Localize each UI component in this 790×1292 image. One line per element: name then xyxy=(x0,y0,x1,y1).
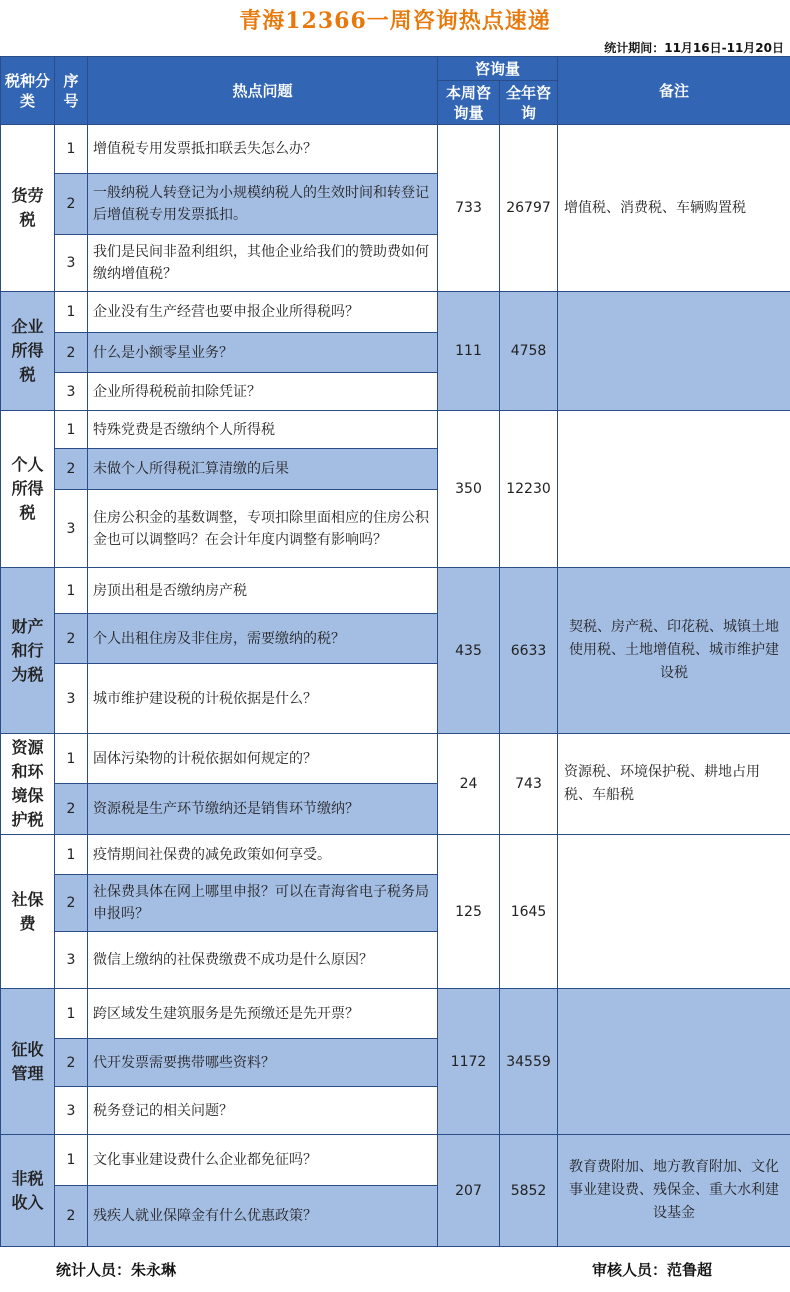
week-count-cell: 125 xyxy=(438,835,500,989)
note-cell: 契税、房产税、印花税、城镇土地使用税、土地增值税、城市维护建设税 xyxy=(558,568,790,734)
year-count-cell: 1645 xyxy=(500,835,558,989)
hotspot-table xyxy=(0,56,790,1247)
category-cell: 非税收入 xyxy=(1,1135,55,1247)
seq-cell: 2 xyxy=(55,174,88,235)
table-row xyxy=(1,989,790,1039)
header-category: 税种分类 xyxy=(1,57,55,125)
seq-cell: 2 xyxy=(55,1039,88,1087)
header-year: 全年咨询 xyxy=(500,81,558,125)
footer-statistician: 统计人员：朱永琳 xyxy=(56,1261,177,1279)
seq-cell: 3 xyxy=(55,373,88,411)
note-cell xyxy=(558,835,790,989)
year-count-cell: 4758 xyxy=(500,292,558,411)
category-cell: 财产和行为税 xyxy=(1,568,55,734)
seq-cell: 1 xyxy=(55,125,88,174)
seq-cell: 2 xyxy=(55,784,88,835)
table-row xyxy=(1,835,790,875)
seq-cell: 2 xyxy=(55,449,88,490)
question-cell: 什么是小额零星业务？ xyxy=(88,333,438,373)
header-seq: 序号 xyxy=(55,57,88,125)
question-cell: 我们是民间非盈利组织，其他企业给我们的赞助费如何缴纳增值税？ xyxy=(88,235,438,292)
note-cell xyxy=(558,989,790,1135)
table-row xyxy=(1,568,790,614)
category-cell: 企业所得税 xyxy=(1,292,55,411)
question-cell: 文化事业建设费什么企业都免征吗？ xyxy=(88,1135,438,1186)
seq-cell: 3 xyxy=(55,490,88,568)
seq-cell: 1 xyxy=(55,292,88,333)
seq-cell: 1 xyxy=(55,568,88,614)
question-cell: 资源税是生产环节缴纳还是销售环节缴纳？ xyxy=(88,784,438,835)
question-cell: 税务登记的相关问题？ xyxy=(88,1087,438,1135)
table-body xyxy=(1,125,790,1247)
header-week: 本周咨询量 xyxy=(438,81,500,125)
week-count-cell: 733 xyxy=(438,125,500,292)
seq-cell: 1 xyxy=(55,835,88,875)
week-count-cell: 24 xyxy=(438,734,500,835)
week-count-cell: 435 xyxy=(438,568,500,734)
question-cell: 房顶出租是否缴纳房产税 xyxy=(88,568,438,614)
week-count-cell: 1172 xyxy=(438,989,500,1135)
header-question: 热点问题 xyxy=(88,57,438,125)
year-count-cell: 6633 xyxy=(500,568,558,734)
table-row xyxy=(1,411,790,449)
page-title: 青海12366一周咨询热点速递 xyxy=(239,8,551,34)
seq-cell: 2 xyxy=(55,614,88,664)
table-row xyxy=(1,125,790,174)
question-cell: 特殊党费是否缴纳个人所得税 xyxy=(88,411,438,449)
note-cell xyxy=(558,292,790,411)
question-cell: 社保费具体在网上哪里申报？可以在青海省电子税务局申报吗？ xyxy=(88,875,438,932)
question-cell: 住房公积金的基数调整，专项扣除里面相应的住房公积金也可以调整吗？在会计年度内调整有影响吗？ xyxy=(88,490,438,568)
header-volume: 咨询量 xyxy=(438,57,558,81)
question-cell: 残疾人就业保障金有什么优惠政策？ xyxy=(88,1186,438,1247)
note-cell: 教育费附加、地方教育附加、文化事业建设费、残保金、重大水利建设基金 xyxy=(558,1135,790,1247)
seq-cell: 1 xyxy=(55,411,88,449)
year-count-cell: 5852 xyxy=(500,1135,558,1247)
note-cell: 增值税、消费税、车辆购置税 xyxy=(558,125,790,292)
category-cell: 征收管理 xyxy=(1,989,55,1135)
category-cell: 货劳税 xyxy=(1,125,55,292)
question-cell: 个人出租住房及非住房，需要缴纳的税？ xyxy=(88,614,438,664)
category-cell: 资源和环境保护税 xyxy=(1,734,55,835)
table-row xyxy=(1,1135,790,1186)
question-cell: 跨区域发生建筑服务是先预缴还是先开票？ xyxy=(88,989,438,1039)
question-cell: 城市维护建设税的计税依据是什么？ xyxy=(88,664,438,734)
year-count-cell: 743 xyxy=(500,734,558,835)
year-count-cell: 12230 xyxy=(500,411,558,568)
table-row xyxy=(1,734,790,784)
question-cell: 一般纳税人转登记为小规模纳税人的生效时间和转登记后增值税专用发票抵扣。 xyxy=(88,174,438,235)
header-note: 备注 xyxy=(558,57,790,125)
footer-reviewer: 审核人员：范鲁超 xyxy=(592,1261,713,1279)
seq-cell: 3 xyxy=(55,235,88,292)
week-count-cell: 207 xyxy=(438,1135,500,1247)
week-count-cell: 350 xyxy=(438,411,500,568)
seq-cell: 3 xyxy=(55,1087,88,1135)
question-cell: 企业所得税税前扣除凭证？ xyxy=(88,373,438,411)
seq-cell: 1 xyxy=(55,989,88,1039)
statistics-period: 统计期间：11月16日-11月20日 xyxy=(604,41,784,55)
question-cell: 微信上缴纳的社保费缴费不成功是什么原因？ xyxy=(88,932,438,989)
note-cell: 资源税、环境保护税、耕地占用税、车船税 xyxy=(558,734,790,835)
seq-cell: 2 xyxy=(55,875,88,932)
table-row xyxy=(1,292,790,333)
seq-cell: 1 xyxy=(55,1135,88,1186)
seq-cell: 1 xyxy=(55,734,88,784)
question-cell: 未做个人所得税汇算清缴的后果 xyxy=(88,449,438,490)
seq-cell: 2 xyxy=(55,333,88,373)
note-cell xyxy=(558,411,790,568)
question-cell: 固体污染物的计税依据如何规定的？ xyxy=(88,734,438,784)
seq-cell: 2 xyxy=(55,1186,88,1247)
seq-cell: 3 xyxy=(55,664,88,734)
year-count-cell: 26797 xyxy=(500,125,558,292)
seq-cell: 3 xyxy=(55,932,88,989)
category-cell: 个人所得税 xyxy=(1,411,55,568)
question-cell: 代开发票需要携带哪些资料？ xyxy=(88,1039,438,1087)
week-count-cell: 111 xyxy=(438,292,500,411)
question-cell: 企业没有生产经营也要申报企业所得税吗？ xyxy=(88,292,438,333)
question-cell: 增值税专用发票抵扣联丢失怎么办？ xyxy=(88,125,438,174)
category-cell: 社保费 xyxy=(1,835,55,989)
question-cell: 疫情期间社保费的减免政策如何享受。 xyxy=(88,835,438,875)
year-count-cell: 34559 xyxy=(500,989,558,1135)
